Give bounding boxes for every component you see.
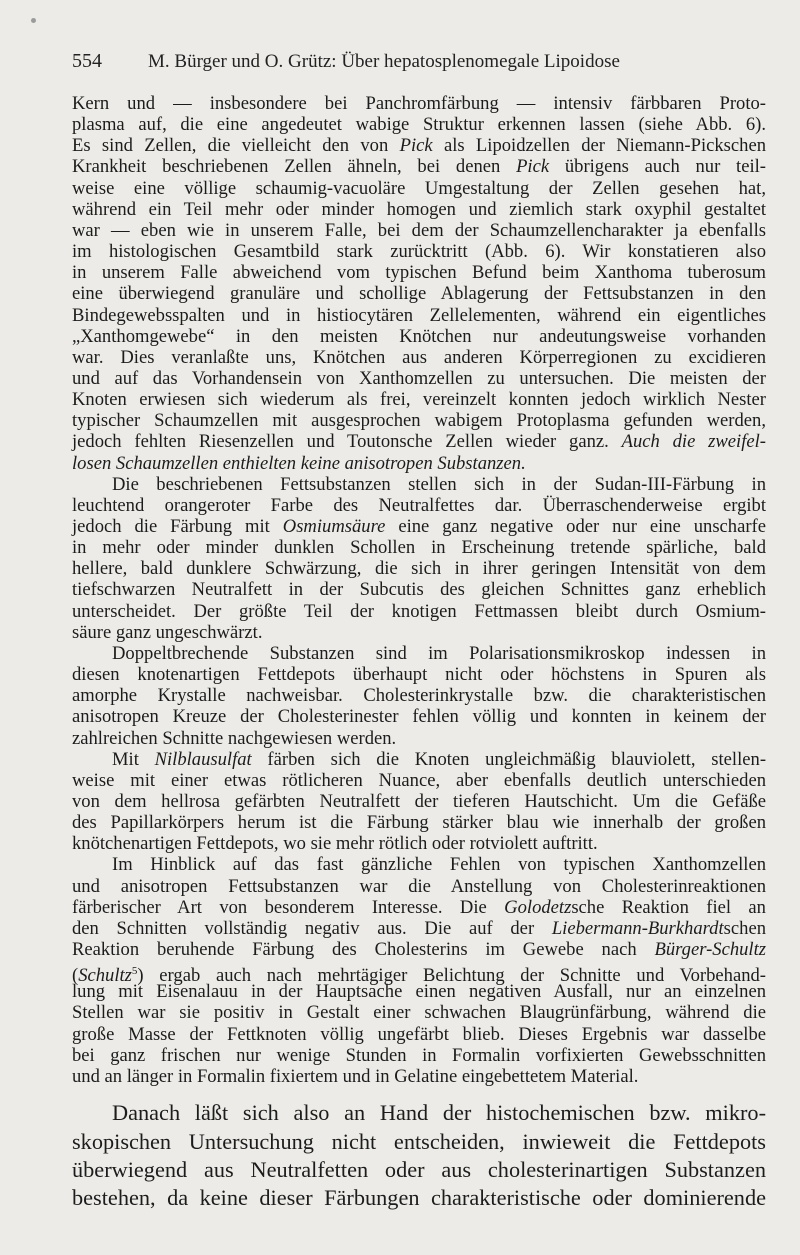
text-line [72,982,766,1002]
text-run: diesen knotenartigen Fettdepots überhaupt nicht oder höchstens in Spuren als [72,664,766,686]
text-line [72,1186,766,1210]
running-header [72,50,772,73]
text-line [72,284,766,304]
text-run: bei ganz frischen nur wenige Stunden in Formalin vorfixierten Gewebsschnitten [72,1044,766,1066]
text-line [72,390,766,410]
text-run: war — eben wie in unserem Falle, bei dem der Schaumzellencharakter ja ebenfalls [72,219,766,241]
text-line [72,157,766,177]
text-run: in unserem Falle abweichend vom typischen Befund beim Xanthoma tuberosum [72,262,766,284]
text-run: weise mit einer etwas rötlicheren Nuance, aber ebenfalls deutlich unterschieden [72,769,766,791]
text-line [72,1067,766,1087]
text-line [72,94,766,114]
text-line [72,813,766,833]
scan-speck [31,18,36,23]
running-title: M. Bürger und O. Grütz: Über hepatosplenomegale Lipoidose [148,51,620,72]
text-run: jedoch fehlten Riesenzellen und Toutonsche Zellen wieder ganz. [72,431,622,453]
text-run: hellere, bald dunklere Schwärzung, die sich in ihrer geringen Intensität von dem [72,558,766,580]
text-line [72,327,766,347]
text-run: typischer Schaumzellen mit ausgesprochen wabigem Protoplasma gefunden werden, [72,410,766,432]
text-run: übrigens auch nur teil- [549,156,766,178]
text-run: Reaktion beruhende Färbung des Cholesterins im Gewebe nach [72,939,655,960]
text-run: säure ganz ungeschwärzt. [72,621,263,643]
text-line [72,771,766,791]
text-run: Die beschriebenen Fettsubstanzen stellen sich in der Sudan-III-Färbung in [112,473,766,495]
text-run: in mehr oder minder dunklen Schollen in Erscheinung tretende spärliche, bald [72,537,766,559]
footnote-ref: 5 [131,965,138,978]
text-line [72,115,766,135]
text-run: Krankheit beschriebenen Zellen ähneln, bei denen [72,156,517,178]
text-run: Im Hinblick auf das fast gänzliche Fehlen von typischen Xanthomzellen [112,854,766,876]
text-line [72,729,766,749]
text-line [72,855,766,875]
text-run: „Xanthomgewebe“ in den meisten Knötchen nur andeutungsweise vorhanden [72,325,766,347]
text-run: zahlreichen Schnitte nachgewiesen werden. [72,727,397,749]
text-line [72,877,766,897]
text-run: anisotropen Kreuze der Cholesterinester fehlen völlig und konnten in keinem der [72,706,766,728]
text-line [72,1046,766,1066]
text-run: Stellen war sie positiv in Gestalt einer schwachen Blaugrünfärbung, während die [72,1002,766,1024]
text-run: als Lipoidzellen der Niemann-Pickschen [432,135,766,157]
text-line [72,1101,766,1125]
text-run: weise eine völlige schaumig-vacuoläre Umgestaltung der Zellen gesehen hat, [72,177,766,199]
italic-run: Pick [516,156,550,178]
italic-run: Osmiumsäure [282,516,386,537]
text-line [72,686,766,706]
text-line [72,200,766,220]
text-run: im histologischen Gesamtbild stark zurücktritt (Abb. 6). Wir konstatieren also [72,241,766,263]
text-run: Knoten erwiesen sich wiederum als frei, vereinzelt konnten jedoch wirklich Nester [72,389,766,411]
page-number: 554 [72,50,102,72]
text-run: amorphe Krystalle nachweisbar. Cholesterinkrystalle bzw. die charakteristischen [72,685,766,707]
text-line [72,136,766,156]
italic-run: Auch die zweifel- [621,431,766,453]
text-run: unterscheidet. Der größte Teil der knotigen Fettmassen bleibt durch Osmium- [72,600,766,622]
text-line [72,348,766,368]
italic-run: losen Schaumzellen enthielten keine anisotropen Substanzen. [72,452,526,474]
text-run: den Schnitten vollständig negativ aus. Die auf der [72,917,552,939]
text-line [72,369,766,389]
text-run: färberischer Art von besonderem Interesse. Die [72,896,505,918]
text-run: Doppeltbrechende Substanzen sind im Polarisationsmikroskop indessen in [112,642,766,664]
text-run: und anisotropen Fettsubstanzen war die Anstellung von Cholesterinreaktionen [72,875,766,897]
italic-run: Schultz [78,965,132,987]
text-run: schen [723,917,766,939]
text-run: sche Reaktion fiel an [571,896,766,918]
text-line [72,496,766,516]
text-run: lung mit Eisenalauu in der Hauptsache einen negativen Ausfall, nur an einzelnen [72,981,766,1003]
text-run: des Papillarkörpers herum ist die Färbung stärker blau wie innerhalb der großen [72,812,766,834]
text-run: ( [72,965,79,987]
text-run: große Masse der Fettknoten völlig ungefärbt blieb. Dieses Ergebnis war dasselbe [72,1023,766,1045]
text-line [72,1130,766,1154]
text-line [72,1003,766,1023]
text-line [72,517,766,537]
text-line [72,432,766,452]
text-line [72,792,766,812]
text-run: ) ergab auch nach mehrtägiger Belichtung der Schnitte und Vorbehand- [137,965,766,987]
text-run: jedoch die Färbung mit [72,516,283,537]
italic-run: Pick [399,135,433,157]
text-line [72,1158,766,1182]
text-line [72,707,766,727]
text-line [72,623,766,643]
text-line [72,750,766,770]
text-line [72,559,766,579]
italic-run: Nilblausulfat [154,748,252,770]
text-run: Bindegewebsspalten und in histiocytären Zellelementen, während ein eigentliches [72,304,766,326]
text-run: tiefschwarzen Neutralfett in der Subcutis des gleichen Schnittes ganz erheblich [72,579,766,601]
italic-run: Liebermann-Burkhardt [551,917,724,939]
text-line [72,538,766,558]
text-run: eine überwiegend granuläre und schollige Ablagerung der Fettsubstanzen in den [72,283,766,305]
text-line [72,411,766,431]
text-line [72,580,766,600]
text-line [72,242,766,262]
text-run: färben sich die Knoten ungleichmäßig blauviolett, stellen- [251,748,767,770]
text-run: knötchenartigen Fettdepots, wo sie mehr rötlich oder rotviolett auftritt. [72,833,598,855]
text-line [72,665,766,685]
text-run: war. Dies veranlaßte uns, Knötchen aus anderen Körperregionen zu excidieren [72,346,766,368]
text-line [72,1025,766,1045]
text-line [72,919,766,939]
text-run: bestehen, da keine dieser Färbungen charakteristische oder dominierende [72,1185,766,1210]
text-run: eine ganz negative oder nur eine unscharfe [385,516,766,537]
text-line [72,834,766,854]
text-line [72,475,766,495]
text-line [72,306,766,326]
text-line [72,644,766,664]
text-run: Danach läßt sich also an Hand der histochemischen bzw. mikro- [112,1100,766,1125]
text-line [72,263,766,283]
italic-run: Bürger-Schultz [654,939,766,960]
text-line [72,454,766,474]
text-run: von dem hellrosa gefärbten Neutralfett der tieferen Hautschicht. Um die Gefäße [72,790,766,812]
text-run: Mit [112,748,155,770]
text-line [72,221,766,241]
text-line [72,940,766,960]
text-run: und an länger in Formalin fixiertem und in Gelatine eingebettetem Material. [72,1065,639,1087]
text-run: plasma auf, die eine angedeutet wabige Struktur erkennen lassen (siehe Abb. 6). [72,114,766,136]
text-run: Kern und — insbesondere bei Panchromfärbung — intensiv färbbaren Proto- [72,93,766,114]
text-run: während ein Teil mehr oder minder homogen und ziemlich stark oxyphil gestaltet [72,198,766,220]
text-line [72,602,766,622]
text-line [72,179,766,199]
text-run: skopischen Untersuchung nicht entscheiden, inwieweit die Fettdepots [72,1129,766,1154]
text-run: und auf das Vorhandensein von Xanthomzellen zu untersuchen. Die meisten der [72,367,766,389]
text-run: überwiegend aus Neutralfetten oder aus cholesterinartigen Substanzen [72,1157,766,1182]
italic-run: Golodetz [504,896,572,918]
text-line [72,898,766,918]
text-run: leuchtend orangeroter Farbe des Neutralfettes dar. Überraschenderweise ergibt [72,494,766,516]
text-run: Es sind Zellen, die vielleicht den von [72,135,400,157]
